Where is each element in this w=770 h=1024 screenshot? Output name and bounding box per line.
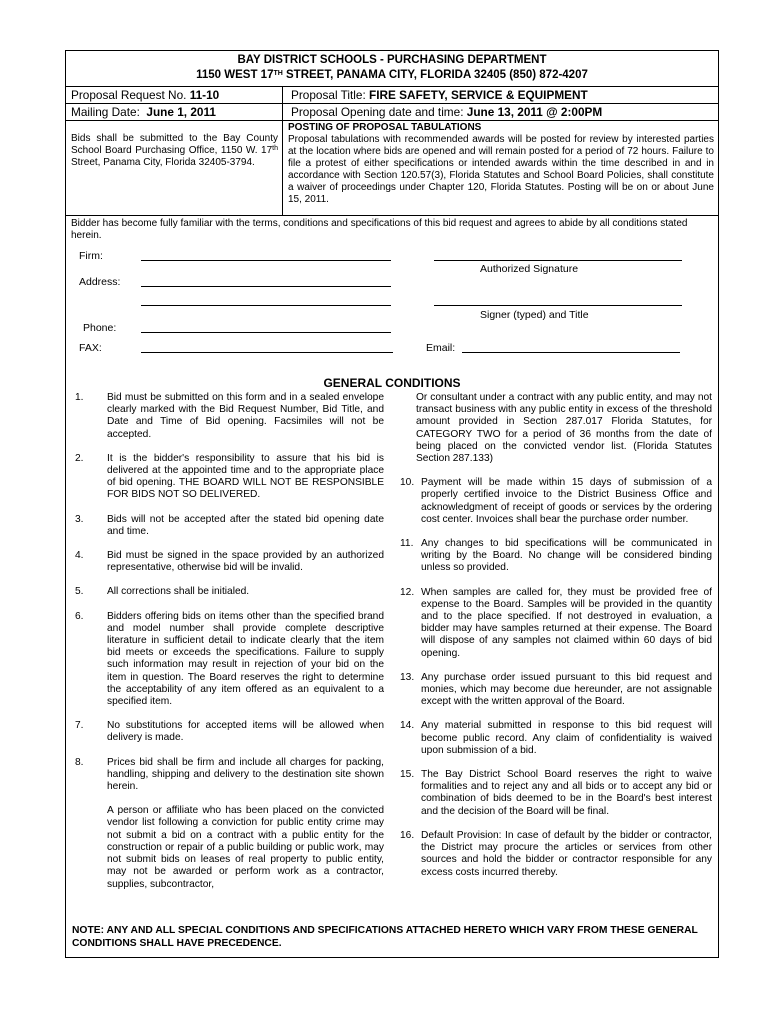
posting-title: POSTING OF PROPOSAL TABULATIONS: [288, 122, 482, 133]
condition-item: 7. No substitutions for accepted items will be allowed when delivery is made.: [75, 720, 384, 744]
bid-form-document: [65, 50, 719, 958]
posting-text: Proposal tabulations with recommended awards will be posted for review by interested parties at the location where bids are opened and will remain posted for a period of 72 hours. Failure to file a protest of either specifications or intended awards within the time described in and in accordance with Section 120.57(3), Florida Statutes and School Board Policies, shall constitute a waiver of proceedings under Chapter 120, Florida Statutes. Posting will be on or about June 15, 2011.: [288, 134, 714, 205]
mailing-date: Mailing Date: June 1, 2011: [66, 104, 283, 120]
address-field-2[interactable]: [141, 305, 391, 306]
condition-item: 10. Payment will be made within 15 days of submission of a properly certified invoice to the District Business Office and acknowledgment of receipt of goods or services by the ordering cost center. Invoices shall bear the purchase order number.: [400, 477, 712, 525]
header-address: 1150 WEST 17TH STREET, PANAMA CITY, FLORIDA 32405 (850) 872-4207: [196, 69, 588, 81]
phone-field[interactable]: [141, 332, 391, 333]
conditions-left-column: [71, 392, 394, 891]
condition-item: 14. Any material submitted in response to this bid request will become public record. Any claim of confidentiality is waived upon submission of a bid.: [400, 720, 712, 756]
proposal-row-1: [66, 87, 718, 104]
address-field-1[interactable]: [141, 286, 391, 287]
signature-block: [66, 247, 718, 375]
phone-label: Phone:: [83, 322, 117, 334]
signer-label: Signer (typed) and Title: [480, 309, 589, 321]
fax-field[interactable]: [141, 352, 393, 353]
proposal-row-2: [66, 104, 718, 121]
opening-date: Proposal Opening date and time: June 13, 2011 @ 2:00PM: [291, 105, 603, 119]
general-conditions: [66, 392, 718, 891]
authorized-signature-label: Authorized Signature: [480, 263, 579, 275]
authorized-signature-field[interactable]: [434, 260, 682, 261]
condition-item: 6. Bidders offering bids on items other than the specified brand and model number shall provide complete descriptive literature in sufficient detail to indicate clearly that the item bid meets or exceeds the specifications. Failure to supply such information may result in rejection of your bid on the item in question. The Board reserves the right to determine the acceptability of any item offered as an equivalent to a specified item.: [75, 610, 384, 708]
condition-item: 1. Bid must be submitted on this form and in a sealed envelope clearly marked with the Bid Request Number, Bid Title, and Date and Time of Bid opening. Facsimiles will not be accepted.: [75, 392, 384, 440]
condition-continuation-left: A person or affiliate who has been placed on the convicted vendor list following a conviction for public entity crime may not submit a bid on a contract with a public entity for the construction or repair of a public building or public work, may not submit bids on leases of real property to public entity, may not be awarded or perform work as a contractor, supplies, subcontractor,: [107, 805, 384, 890]
condition-item: 4. Bid must be signed in the space provided by an authorized representative, otherwise bid will be invalid.: [75, 550, 384, 574]
condition-item: 8. Prices bid shall be firm and include all charges for packing, handling, shipping and delivery to the destination site shown herein.: [75, 756, 384, 793]
proposal-title: Proposal Title: FIRE SAFETY, SERVICE & EQUIPMENT: [291, 88, 588, 102]
fax-label: FAX:: [79, 342, 102, 354]
condition-continuation-right: Or consultant under a contract with any public entity, and may not transact business with any public entity in excess of the threshold amount provided in Section 287.017 Florida Statutes, for CATEGORY TWO for a period of 36 months from the date of being placed on the convicted vendor list. (Florida Statutes Section 287.133): [416, 392, 712, 465]
firm-field[interactable]: [141, 260, 391, 261]
precedence-note: NOTE: ANY AND ALL SPECIAL CONDITIONS AND SPECIFICATIONS ATTACHED HERETO WHICH VARY FROM THESE GENERAL CONDITIONS SHALL HAVE PRECEDENCE.: [72, 925, 698, 949]
condition-item: 16. Default Provision: In case of default by the bidder or contractor, the District may procure the articles or services from other sources and hold the bidder or contractor responsible for any excess costs incurred thereby.: [400, 829, 712, 878]
condition-item: 5. All corrections shall be initialed.: [75, 586, 250, 598]
address-label: Address:: [79, 276, 121, 288]
general-conditions-title: GENERAL CONDITIONS: [323, 376, 461, 390]
submission-instructions: Bids shall be submitted to the Bay County School Board Purchasing Office, 1150 W. 17th Street, Panama City, Florida 32405-3794.: [66, 121, 283, 215]
condition-item: 11. Any changes to bid specifications will be communicated in writing by the Board. No change will be considered binding unless so provided.: [400, 538, 712, 574]
condition-item: 13. Any purchase order issued pursuant to this bid request and monies, which may become due hereunder, are not assignable except with the written approval of the Board.: [400, 671, 712, 708]
proposal-request-number: Proposal Request No. 11-10: [66, 87, 283, 103]
posting-tabulations: [283, 121, 718, 215]
firm-label: Firm:: [79, 250, 103, 262]
bidder-agreement: Bidder has become fully familiar with the terms, conditions and specifications of this bid request and agrees to abide by all conditions stated herein.: [71, 218, 688, 241]
condition-item: 2. It is the bidder's responsibility to assure that his bid is delivered at the appointed time and to the appropriate place of bid opening. THE BOARD WILL NOT BE RESPONSIBLE FOR BIDS NOT SO DELIVERED.: [75, 452, 384, 501]
condition-item: 12. When samples are called for, they must be provided free of expense to the Board. Samples will be provided in the quantity and to the place specified. If not destroyed in evaluation, a bidder may have samples returned at their expense. The Board will dispose of any samples not claimed within 60 days of bid opening.: [400, 586, 712, 659]
email-label: Email:: [426, 342, 456, 354]
condition-item: 15. The Bay District School Board reserves the right to waive formalities and to reject any and all bids or to accept any bid or combination of bids deemed to be in the Board's best interest and the decision of the Board will be final.: [400, 769, 712, 817]
email-field[interactable]: [462, 352, 680, 353]
condition-item: 3. Bids will not be accepted after the stated bid opening date and time.: [75, 513, 384, 537]
document-header: [66, 51, 718, 87]
header-title: BAY DISTRICT SCHOOLS - PURCHASING DEPARTMENT: [237, 54, 547, 66]
posting-section: [66, 121, 718, 216]
signer-field[interactable]: [434, 305, 682, 306]
conditions-right-column: [394, 392, 712, 891]
